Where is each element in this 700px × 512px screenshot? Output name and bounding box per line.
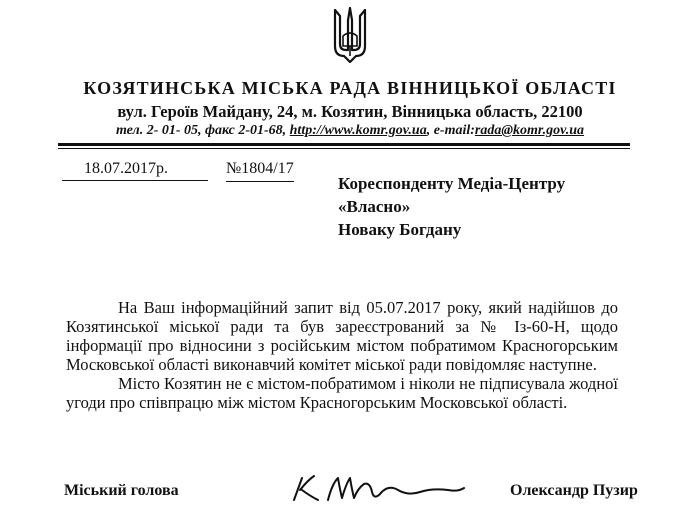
recipient-line: Кореспонденту Медіа-Центру — [338, 174, 566, 193]
body-paragraph: На Ваш інформаційний запит від 05.07.2017 року, який надійшов до Козятинської міської ради та був зареєстрований за № Із-60-Н, щодо інформації про відносини з російським містом побратимом Красногорським Московської області виконавчий комітет міської ради повідомляє наступне. — [66, 298, 618, 374]
contacts-email-label: , e-mail: — [426, 123, 475, 138]
letterhead-divider — [58, 143, 630, 146]
organization-title: КОЗЯТИНСЬКА МІСЬКА РАДА ВІННИЦЬКОЇ ОБЛАСТІ — [83, 78, 617, 98]
letterhead-divider-thin — [58, 148, 630, 149]
recipient-line: «Власно» — [338, 197, 411, 216]
signatory-title: Міський голова — [64, 482, 179, 499]
recipient-line: Новаку Богдану — [338, 220, 462, 239]
handwritten-signature — [280, 470, 470, 506]
document-number: №1804/17 — [226, 160, 294, 182]
website-link[interactable]: http://www.komr.gov.ua — [289, 123, 427, 138]
email-link[interactable]: rada@komr.gov.ua — [474, 123, 585, 138]
recipient-block — [338, 172, 565, 241]
contacts-phone-fax: тел. 2- 01- 05, факс 2-01-68, — [115, 123, 290, 138]
document-date: 18.07.2017р. — [62, 160, 208, 181]
organization-contacts — [0, 123, 700, 139]
trident-emblem-icon — [332, 6, 368, 64]
organization-address: вул. Героїв Майдану, 24, м. Козятин, Вінницька область, 22100 — [117, 102, 583, 121]
letter-body — [66, 298, 618, 412]
body-paragraph: Місто Козятин не є містом-побратимом і ніколи не підписувала жодної угоди про співпрацю між містом Красногорським Московської області. — [66, 374, 618, 412]
signatory-name: Олександр Пузир — [510, 482, 638, 499]
